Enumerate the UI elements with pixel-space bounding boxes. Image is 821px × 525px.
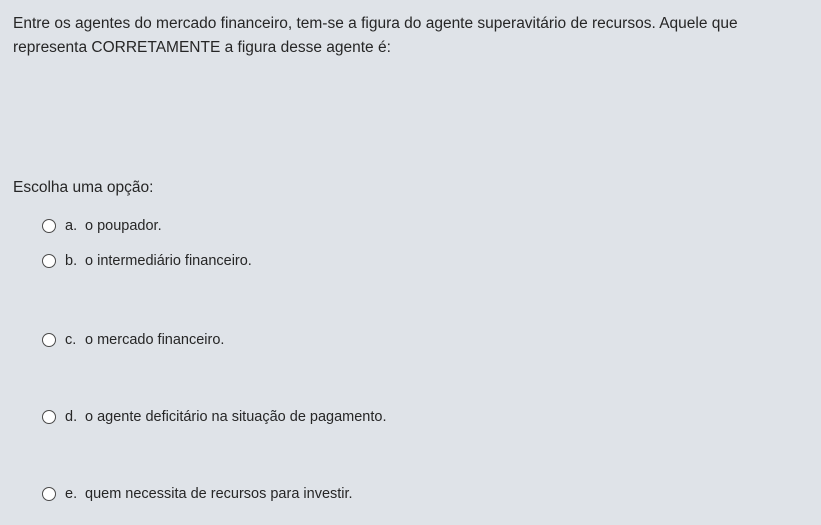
radio-a-icon[interactable] [42, 219, 56, 233]
option-c[interactable] [42, 330, 224, 350]
radio-c-icon[interactable] [42, 333, 56, 347]
option-d-letter: d. [65, 409, 78, 425]
choose-option-prompt: Escolha uma opção: [13, 179, 154, 196]
question-text: Entre os agentes do mercado financeiro, tem-se a figura do agente superavitário de recursos. Aquele que representa CORRETAMENTE a figura desse agente é: [13, 15, 738, 56]
radio-d-icon[interactable] [42, 410, 56, 424]
option-c-text[interactable]: o mercado financeiro. [85, 332, 225, 348]
question-block [13, 12, 813, 60]
option-c-letter: c. [65, 332, 77, 348]
option-d[interactable] [42, 407, 387, 427]
radio-b-icon[interactable] [42, 254, 56, 268]
option-e-text[interactable]: quem necessita de recursos para investir. [85, 486, 353, 502]
radio-e-icon[interactable] [42, 487, 56, 501]
option-a-text[interactable]: o poupador. [85, 218, 162, 234]
option-b-text[interactable]: o intermediário financeiro. [85, 253, 252, 269]
option-a-letter: a. [65, 218, 78, 234]
option-e[interactable] [42, 484, 353, 504]
option-b[interactable] [42, 251, 252, 271]
option-d-text[interactable]: o agente deficitário na situação de pagamento. [85, 409, 387, 425]
option-b-letter: b. [65, 253, 78, 269]
option-a[interactable] [42, 216, 162, 236]
option-e-letter: e. [65, 486, 78, 502]
